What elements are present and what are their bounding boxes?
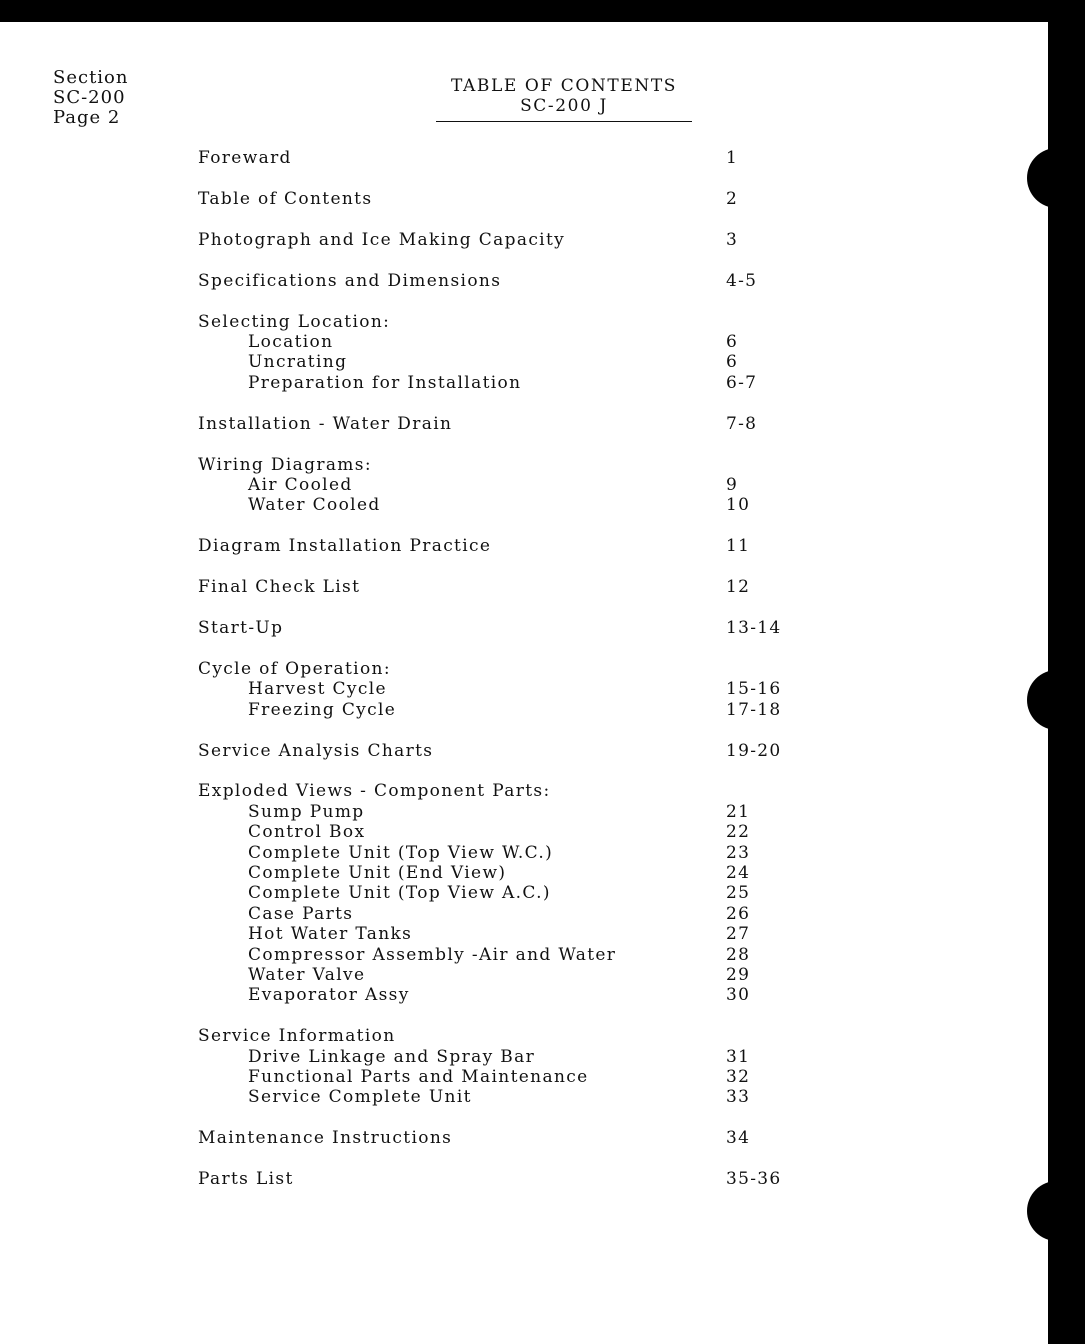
toc-entry-heading bbox=[198, 741, 818, 761]
toc-subentry bbox=[198, 679, 818, 699]
toc-subentry bbox=[198, 802, 818, 822]
toc-subentry bbox=[198, 495, 818, 515]
toc-entry-page-number: 11 bbox=[726, 536, 751, 557]
toc-entry bbox=[198, 659, 818, 720]
toc-entry bbox=[198, 577, 818, 597]
toc-subentry bbox=[198, 863, 818, 883]
toc-entry-heading bbox=[198, 1169, 818, 1189]
toc-entry-page-number: 15-16 bbox=[726, 679, 782, 700]
toc-entry-label: Photograph and Ice Making Capacity bbox=[198, 229, 566, 250]
toc-subentry bbox=[198, 700, 818, 720]
toc-entry-label: Complete Unit (End View) bbox=[248, 862, 507, 883]
toc-entry-page-number: 12 bbox=[726, 577, 751, 598]
toc-entry-page-number: 3 bbox=[726, 229, 739, 250]
toc-entry-page-number: 6-7 bbox=[726, 372, 758, 393]
title-underline bbox=[436, 121, 692, 122]
toc-entry-page-number: 33 bbox=[726, 1087, 751, 1108]
toc-entry-page-number: 6 bbox=[726, 352, 739, 373]
section-label-line: Section bbox=[53, 67, 129, 88]
toc-entry-label: Service Complete Unit bbox=[248, 1087, 472, 1108]
toc-entry-label: Cycle of Operation: bbox=[198, 658, 391, 679]
toc-entry-label: Case Parts bbox=[248, 903, 354, 924]
toc-entry-label: Complete Unit (Top View A.C.) bbox=[248, 883, 551, 904]
toc-entry-heading bbox=[198, 1128, 818, 1148]
toc-subentry bbox=[198, 904, 818, 924]
toc-entry-heading bbox=[198, 577, 818, 597]
toc-entry-label: Foreward bbox=[198, 148, 292, 168]
toc-subentry bbox=[198, 1087, 818, 1107]
toc-entry bbox=[198, 271, 818, 291]
toc-entry-page-number: 35-36 bbox=[726, 1169, 782, 1190]
toc-entry-heading bbox=[198, 312, 818, 332]
toc-entry-page-number: 13-14 bbox=[726, 617, 782, 638]
document-title: TABLE OF CONTENTS bbox=[450, 76, 678, 96]
toc-subentry bbox=[198, 985, 818, 1005]
toc-entry-label: Service Information bbox=[198, 1026, 396, 1047]
toc-subentry bbox=[198, 332, 818, 352]
toc-subentry bbox=[198, 822, 818, 842]
toc-entry-label: Uncrating bbox=[248, 352, 348, 373]
toc-entry-label: Hot Water Tanks bbox=[248, 924, 413, 945]
toc-subentry bbox=[198, 1067, 818, 1087]
toc-entry-label: Sump Pump bbox=[248, 801, 365, 822]
toc-entry-label: Preparation for Installation bbox=[248, 372, 522, 393]
section-label-line: SC-200 bbox=[53, 87, 126, 108]
toc-entry-page-number: 17-18 bbox=[726, 699, 782, 720]
toc-entry-heading bbox=[198, 781, 818, 801]
toc-entry bbox=[198, 312, 818, 394]
binder-hole bbox=[1027, 148, 1085, 208]
toc-entry-page-number: 26 bbox=[726, 903, 751, 924]
toc-entry-heading bbox=[198, 455, 818, 475]
toc-subentry bbox=[198, 1047, 818, 1067]
toc-entry-page-number: 23 bbox=[726, 842, 751, 863]
binder-hole bbox=[1027, 1181, 1085, 1241]
toc-entry-page-number: 31 bbox=[726, 1046, 751, 1067]
toc-entry-label: Table of Contents bbox=[198, 188, 373, 209]
toc-subentry bbox=[198, 843, 818, 863]
toc-entry-page-number: 29 bbox=[726, 964, 751, 985]
toc-entry-label: Functional Parts and Maintenance bbox=[248, 1067, 589, 1087]
document-title-block bbox=[436, 76, 692, 122]
toc-entry-page-number: 34 bbox=[726, 1128, 751, 1149]
toc-entry-page-number: 28 bbox=[726, 944, 751, 965]
toc-entry-label: Water Valve bbox=[248, 964, 366, 985]
toc-entry-page-number: 25 bbox=[726, 883, 751, 904]
toc-entry-page-number: 21 bbox=[726, 801, 751, 822]
toc-entry bbox=[198, 230, 818, 250]
toc-entry-label: Complete Unit (Top View W.C.) bbox=[248, 842, 554, 863]
binder-hole bbox=[1027, 670, 1085, 730]
toc-entry bbox=[198, 536, 818, 556]
toc-entry-page-number: 10 bbox=[726, 495, 751, 516]
toc-entry-heading bbox=[198, 1026, 818, 1046]
toc-entry-heading bbox=[198, 536, 818, 556]
toc-entry-label: Air Cooled bbox=[248, 474, 353, 495]
toc-entry bbox=[198, 1128, 818, 1148]
toc-entry-page-number: 9 bbox=[726, 474, 739, 495]
toc-subentry bbox=[198, 373, 818, 393]
toc-entry-page-number: 4-5 bbox=[726, 270, 758, 291]
toc-entry-page-number: 2 bbox=[726, 188, 739, 209]
toc-entry-heading bbox=[198, 271, 818, 291]
toc-entry-label: Installation - Water Drain bbox=[198, 413, 453, 434]
toc-entry bbox=[198, 741, 818, 761]
toc-subentry bbox=[198, 883, 818, 903]
section-label-line: Page 2 bbox=[53, 107, 121, 128]
toc-entry-label: Maintenance Instructions bbox=[198, 1128, 453, 1149]
toc-entry bbox=[198, 455, 818, 516]
toc-entry-label: Service Analysis Charts bbox=[198, 740, 434, 761]
toc-entry-heading bbox=[198, 618, 818, 638]
toc-subentry bbox=[198, 352, 818, 372]
toc-entry-label: Compressor Assembly -Air and Water bbox=[248, 944, 617, 965]
toc-entry bbox=[198, 1026, 818, 1108]
toc-entry-label: Freezing Cycle bbox=[248, 699, 397, 720]
toc-entry-heading bbox=[198, 189, 818, 209]
toc-entry-page-number: 32 bbox=[726, 1067, 751, 1087]
toc-subentry bbox=[198, 475, 818, 495]
toc-entry-page-number: 7-8 bbox=[726, 413, 758, 434]
toc-subentry bbox=[198, 945, 818, 965]
toc-entry-label: Location bbox=[248, 331, 334, 352]
toc-entry bbox=[198, 414, 818, 434]
toc-entry-label: Wiring Diagrams: bbox=[198, 454, 372, 475]
toc-entry-label: Selecting Location: bbox=[198, 311, 391, 332]
toc-entry-label: Water Cooled bbox=[248, 495, 381, 516]
section-label bbox=[53, 68, 128, 128]
toc-entry-label: Final Check List bbox=[198, 577, 361, 598]
toc-entry-page-number: 22 bbox=[726, 822, 751, 843]
toc-entry-page-number: 6 bbox=[726, 331, 739, 352]
toc-entry-label: Drive Linkage and Spray Bar bbox=[248, 1046, 536, 1067]
toc-entry bbox=[198, 148, 818, 168]
toc-entry-label: Parts List bbox=[198, 1169, 294, 1190]
toc-subentry bbox=[198, 924, 818, 944]
document-subtitle: SC-200 J bbox=[520, 96, 608, 116]
toc-entry-label: Start-Up bbox=[198, 617, 284, 638]
toc-entry-page-number: 1 bbox=[726, 148, 739, 168]
toc-entry-page-number: 27 bbox=[726, 924, 751, 945]
toc-entry-label: Harvest Cycle bbox=[248, 679, 387, 700]
toc-entry-page-number: 30 bbox=[726, 985, 751, 1006]
toc-entry-label: Diagram Installation Practice bbox=[198, 536, 492, 557]
toc-entry-page-number: 19-20 bbox=[726, 740, 782, 761]
table-of-contents bbox=[198, 148, 818, 1210]
toc-entry-page-number: 24 bbox=[726, 862, 751, 883]
toc-entry bbox=[198, 781, 818, 1005]
toc-subentry bbox=[198, 965, 818, 985]
toc-entry-label: Specifications and Dimensions bbox=[198, 270, 502, 291]
toc-entry-heading bbox=[198, 148, 818, 168]
toc-entry bbox=[198, 189, 818, 209]
toc-entry bbox=[198, 618, 818, 638]
toc-entry-heading bbox=[198, 414, 818, 434]
toc-entry-label: Evaporator Assy bbox=[248, 985, 410, 1006]
toc-entry-heading bbox=[198, 659, 818, 679]
toc-entry-label: Control Box bbox=[248, 822, 366, 843]
toc-entry-heading bbox=[198, 230, 818, 250]
toc-entry-label: Exploded Views - Component Parts: bbox=[198, 781, 551, 802]
toc-entry bbox=[198, 1169, 818, 1189]
